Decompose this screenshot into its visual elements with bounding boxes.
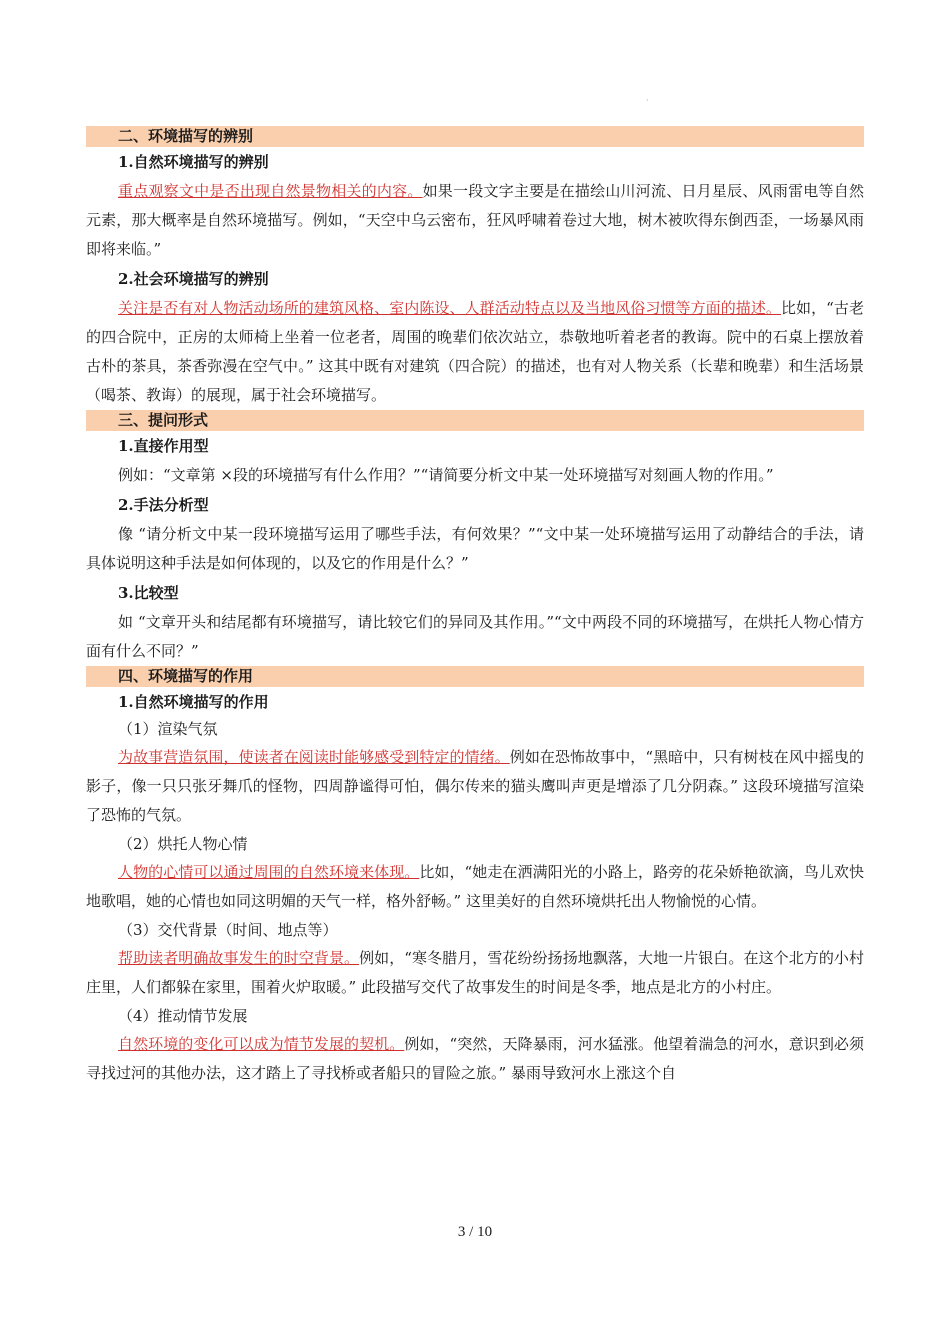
- paragraph: 帮助读者明确故事发生的时空背景。例如，“寒冬腊月，雪花纷纷扬扬地飘落，大地一片银白。在这个北方的小村庄里，人们都躲在家里，围着火炉取暖。” 此段描写交代了故事发生的时间是冬季，地点是北方的小村庄。: [86, 949, 864, 996]
- section-heading-2: 二、环境描写的辨别: [86, 126, 864, 147]
- emphasis-text: 自然环境的变化可以成为情节发展的契机。: [118, 1035, 405, 1053]
- paragraph: 重点观察文中是否出现自然景物相关的内容。如果一段文字主要是在描绘山川河流、日月星辰、风雨雷电等自然元素，那大概率是自然环境描写。例如，“天空中乌云密布，狂风呼啸着卷过大地，树木被吹得东倒西歪，一场暴风雨即将来临。”: [86, 182, 864, 258]
- document-page: [86, 126, 864, 1088]
- emphasis-text: 帮助读者明确故事发生的时空背景。: [118, 949, 360, 967]
- subheading-direct: 1.直接作用型: [118, 437, 209, 455]
- paragraph: 例如：“文章第 ×段的环境描写有什么作用？”“请简要分析文中某一处环境描写对刻画人物的作用。”: [118, 466, 774, 484]
- paragraph: 像 “请分析文中某一段环境描写运用了哪些手法，有何效果？”“文中某一处环境描写运用了动静结合的手法，请具体说明这种手法是如何体现的，以及它的作用是什么？”: [86, 525, 864, 572]
- item-heading: （4）推动情节发展: [118, 1007, 248, 1025]
- item-heading: （1）渲染气氛: [118, 720, 218, 738]
- section-heading-4: 四、环境描写的作用: [86, 666, 864, 687]
- paragraph: 为故事营造氛围，使读者在阅读时能够感受到特定的情绪。例如在恐怖故事中，“黑暗中，只有树枝在风中摇曳的影子，像一只只张牙舞爪的怪物，四周静谧得可怕，偶尔传来的猫头鹰叫声更是增添了几分阴森。” 这段环境描写渲染了恐怖的气氛。: [86, 748, 864, 824]
- section-heading-3: 三、提问形式: [86, 410, 864, 431]
- paragraph: 如 “文章开头和结尾都有环境描写，请比较它们的异同及其作用。”“文中两段不同的环境描写，在烘托人物心情方面有什么不同？”: [86, 613, 864, 660]
- emphasis-text: 为故事营造氛围，使读者在阅读时能够感受到特定的情绪。: [118, 748, 510, 766]
- subheading-technique: 2.手法分析型: [118, 496, 209, 514]
- decor-dot: ·: [646, 96, 649, 105]
- paragraph: 人物的心情可以通过周围的自然环境来体现。比如，“她走在洒满阳光的小路上，路旁的花朵娇艳欲滴，鸟儿欢快地歌唱，她的心情也如同这明媚的天气一样，格外舒畅。” 这里美好的自然环境烘托出人物愉悦的心情。: [86, 863, 864, 910]
- page-number: 3 / 10: [457, 1224, 493, 1240]
- subheading-compare: 3.比较型: [118, 584, 179, 602]
- emphasis-text: 人物的心情可以通过周围的自然环境来体现。: [118, 863, 420, 881]
- subheading-natural-identify: 1.自然环境描写的辨别: [118, 153, 269, 171]
- subheading-social-identify: 2.社会环境描写的辨别: [118, 270, 269, 288]
- paragraph: 关注是否有对人物活动场所的建筑风格、室内陈设、人群活动特点以及当地风俗习惯等方面的描述。比如，“古老的四合院中，正房的太师椅上坐着一位老者，周围的晚辈们依次站立，恭敬地听着老者的教诲。院中的石桌上摆放着古朴的茶具，茶香弥漫在空气中。” 这其中既有对建筑（四合院）的描述，也有对人物关系（长辈和晚辈）和生活场景（喝茶、教诲）的展现，属于社会环境描写。: [86, 299, 864, 404]
- subheading-natural-function: 1.自然环境描写的作用: [118, 693, 269, 711]
- item-heading: （2）烘托人物心情: [118, 835, 248, 853]
- emphasis-text: 关注是否有对人物活动场所的建筑风格、室内陈设、人群活动特点以及当地风俗习惯等方面的描述。: [118, 299, 781, 317]
- item-heading: （3）交代背景（时间、地点等）: [118, 921, 338, 939]
- paragraph: 自然环境的变化可以成为情节发展的契机。例如，“突然，天降暴雨，河水猛涨。他望着湍急的河水，意识到必须寻找过河的其他办法，这才踏上了寻找桥或者船只的冒险之旅。” 暴雨导致河水上涨这个自: [86, 1035, 864, 1082]
- emphasis-text: 重点观察文中是否出现自然景物相关的内容。: [118, 182, 423, 200]
